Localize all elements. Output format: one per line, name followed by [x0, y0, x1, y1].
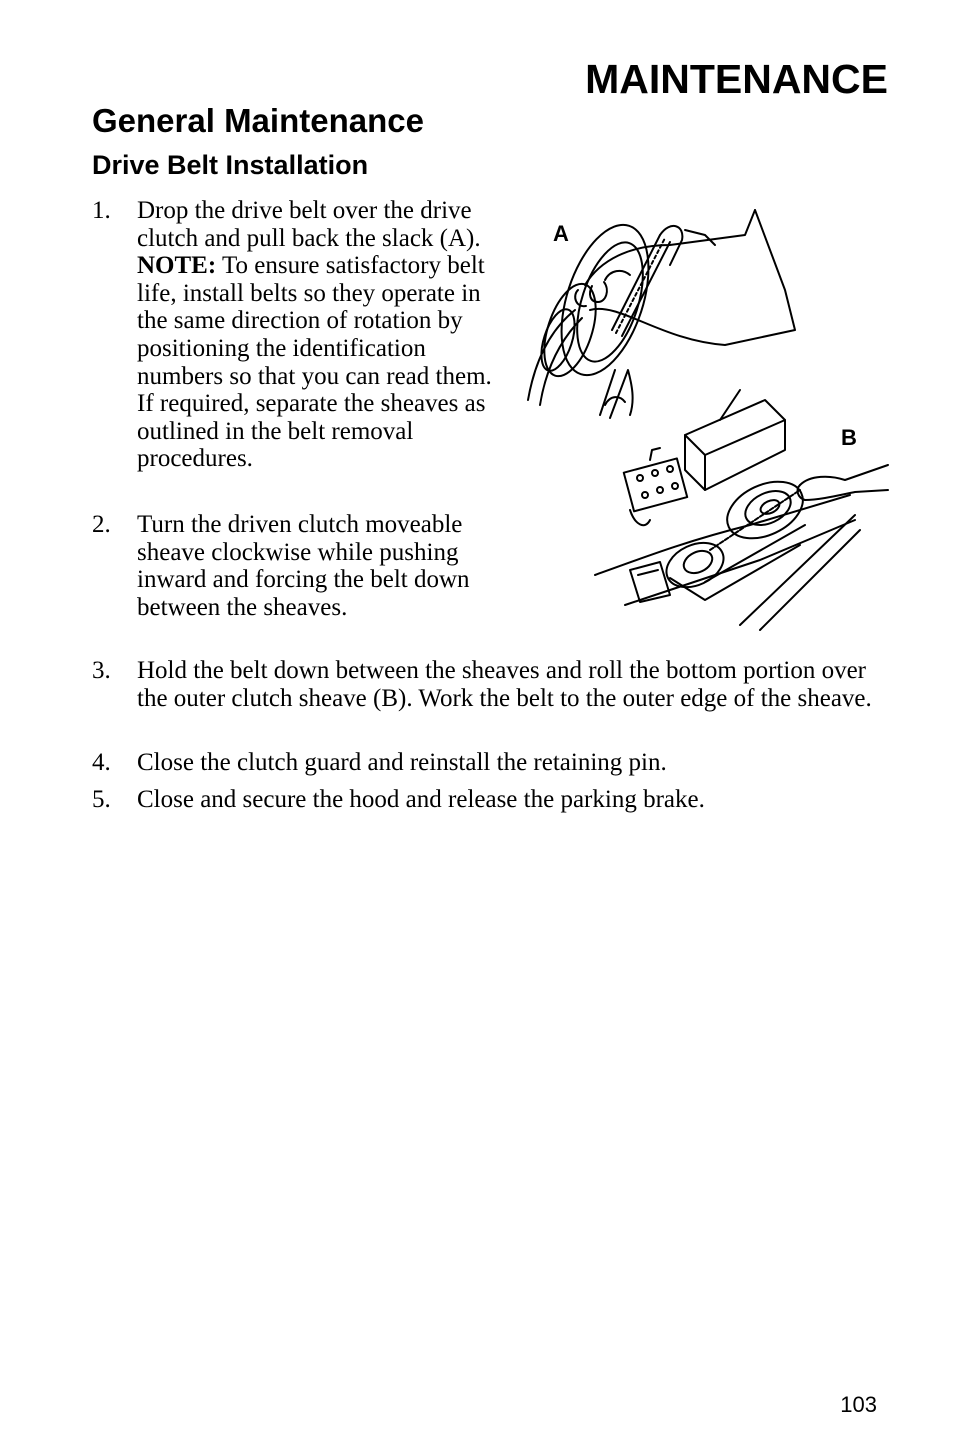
step-text: Close and secure the hood and release the parking brake. [137, 786, 705, 813]
step-number: 2. [92, 511, 111, 538]
step-number: 3. [92, 657, 111, 684]
step-text-part: To ensure satisfactory belt life, install belts so they operate in the same direction of rotation by positioning the identification numbers so that you can read them. If required, separate the sheaves as outlined in the belt removal procedures. [137, 252, 492, 473]
step-text [137, 197, 492, 473]
figure-label-a: A [553, 221, 569, 246]
step-number: 4. [92, 749, 111, 776]
note-label: NOTE: [137, 252, 217, 280]
section-heading: General Maintenance [92, 102, 424, 139]
step-text: Close the clutch guard and reinstall the retaining pin. [137, 749, 667, 776]
step-text: Hold the belt down between the sheaves and roll the bottom portion over the outer clutch sheave (B). Work the belt to the outer edge of the sheave. [137, 657, 872, 712]
chapter-title: MAINTENANCE [585, 56, 888, 102]
belt-installation-illustration [510, 190, 895, 635]
page-number: 103 [840, 1392, 877, 1417]
subsection-heading: Drive Belt Installation [92, 150, 369, 180]
step-number: 5. [92, 786, 111, 813]
step-number: 1. [92, 197, 111, 224]
step-text: Turn the driven clutch moveable sheave clockwise while pushing inward and forcing the belt down between the sheaves. [137, 511, 470, 621]
figure-label-b: B [841, 425, 857, 450]
step-text-part: Drop the drive belt over the drive clutch and pull back the slack (A). [137, 197, 481, 252]
